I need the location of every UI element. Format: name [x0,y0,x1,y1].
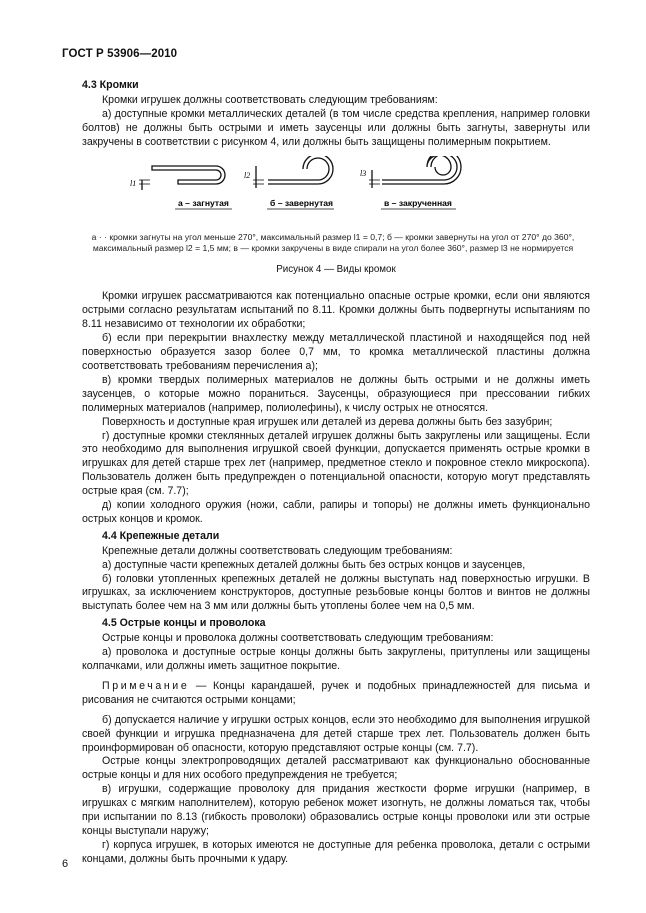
paragraph: б) если при перекрытии внахлестку между металлической пластиной и находящейся под ней поверхностью образуется зазор более 0,7 мм, то кромка металлической пластины должна соответствовать требованиям перечисления а); [82,332,590,372]
note-label: Примечание [102,679,190,692]
edge-rolled-drawing [253,156,333,188]
figure-label-c: в – закрученная [384,197,452,208]
note [82,680,590,708]
paragraph: д) копии холодного оружия (ножи, сабли, рапиры и топоры) не должны иметь функционально острых концов и кромок. [82,499,590,525]
edge-types-drawing [82,156,590,232]
paragraph: Острые концы электропроводящих деталей рассматривают как функционально обоснованные острые концы и для них особого предупреждения не требуется; [82,755,590,782]
paragraph: Кромки игрушек рассматриваются как потенциально опасные острые кромки, если они являются острыми согласно результатам испытаний по 8.11. Кромки должны быть подвергнуты испытаниям по 8.11 независимо от технологии их обработки; [82,290,590,331]
dim-l1-label: l1 [130,178,137,188]
paragraph: а) проволока и доступные острые концы должны быть закруглены, притуплены или защищены колпачками, или должны иметь защитное покрытие. [82,646,590,672]
paragraph: Крепежные детали должны соответствовать следующим требованиям: [102,544,453,557]
figure-title: Рисунок 4 — Виды кромок [276,263,396,275]
page-number: 6 [62,858,69,870]
section-4-4-heading: 4.4 Крепежные детали [102,529,220,542]
paragraph: Острые концы и проволока должны соответствовать следующим требованиям: [102,632,494,645]
figure-4 [82,156,590,232]
note-text: — Концы карандашей, ручек и подобных принадлежностей для письма и рисования не считаются острыми концами; [82,679,590,706]
figure-label-b: б – завернутая [270,197,334,208]
standard-header: ГОСТ Р 53906—2010 [62,48,178,60]
paragraph: а) доступные кромки металлических деталей (в том числе средства крепления, например головки болтов) не должны быть острыми и иметь заусенцы или должны быть загнуты, завернуты или закручены в соответствии с рисунком 4, или должны быть защищены полимерным покрытием. [82,107,590,148]
dim-l3-label: l3 [360,168,367,178]
figure-label-a: а – загнутая [178,197,229,208]
paragraph: Кромки игрушек должны соответствовать следующим требованиям: [102,93,438,106]
paragraph: в) кромки твердых полимерных материалов не должны быть острыми и не должны иметь заусенцев, о которые можно пораниться. Заусенцы, образующиеся при прессовании гибких полимерных материалов (например, полиолефины), к числу острых не относятся. [82,373,590,414]
figure-caption: а · · кромки загнуты на угол меньше 270°, максимальный размер l1 = 0,7; б — кромки завернуты на угол от 270° до 360°, максимальный размер l2 = 1,5 мм; в — кромки закручены в виде спирали на угол более 360°, размер l3 не нормируется [91,231,575,254]
dim-l2-label: l2 [244,170,251,180]
paragraph: б) головки утопленных крепежных деталей не должны выступать над поверхностью игрушки. В игрушках, за исключением конструкторов, доступные резьбовые концы болтов и винтов не должны выступать более чем на 3 мм или должны быть утоплены более чем на 0,5 мм. [82,572,590,613]
paragraph: Поверхность и доступные края игрушек или деталей из дерева должны быть без зазубрин; [102,415,553,428]
section-4-3-heading: 4.3 Кромки [82,79,139,91]
section-4-5-heading: 4.5 Острые концы и проволока [102,617,266,630]
document-body [82,79,590,867]
edge-curled-drawing [369,156,461,188]
paragraph: в) игрушки, содержащие проволоку для придания жесткости форме игрушки (например, в игрушках с мягким наполнителем), которую ребенок может изогнуть, не должны ломаться так, чтобы при испытании по 8.13 (гибкость проволоки) образовались острые концы проволоки или эти острые концы выступали наружу; [82,783,590,837]
paragraph: б) допускается наличие у игрушки острых концов, если это необходимо для выполнения игрушкой своей функции и игрушка предназначена для детей старше трех лет. Пользователь должен быть проинформирован об опасности, которую представляют острые концы (см. 7.7). [82,713,590,754]
edge-bent-drawing [139,166,225,190]
paragraph: г) доступные кромки стеклянных деталей игрушек должны быть закруглены или защищены. Если это необходимо для выполнения игрушкой своей функции, допускается применять острые кромки в игрушках для детей старше трех лет (например, предметное стекло и покровное стекло микроскопа). Пользователь должен быть предупрежден о потенциальной опасности, которую могут представлять острые края (см. 7.7); [82,429,590,498]
paragraph: г) корпуса игрушек, в которых имеются не доступные для ребенка проволока, детали с острыми концами, должны быть прочными к удару. [82,838,590,865]
paragraph: а) доступные части крепежных деталей должны быть без острых концов и заусенцев, [102,558,526,571]
